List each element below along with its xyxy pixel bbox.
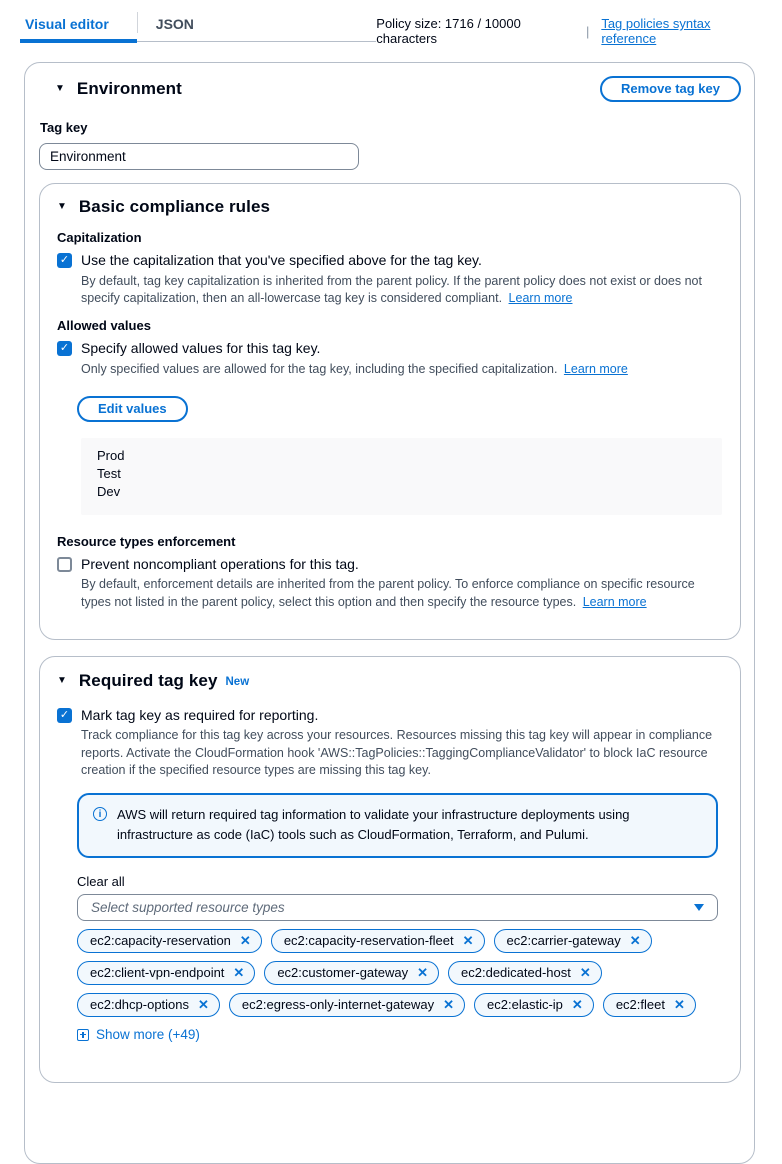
new-badge: New (225, 676, 250, 689)
environment-tag-card (24, 62, 755, 1164)
resource-types-select-placeholder: Select supported resource types (91, 900, 285, 915)
dismiss-token-icon[interactable]: ✕ (233, 965, 245, 980)
dismiss-token-icon[interactable]: ✕ (417, 965, 429, 980)
tag-key-input[interactable] (39, 143, 359, 170)
capitalization-option-row (57, 252, 722, 270)
tag-key-label: Tag key (40, 120, 88, 135)
dismiss-token-icon[interactable]: ✕ (443, 997, 455, 1012)
environment-title: Environment (76, 79, 182, 98)
collapse-caret-icon[interactable]: ▼ (55, 83, 65, 94)
environment-section-header (39, 75, 741, 103)
allowed-value-row[interactable]: Test (97, 465, 121, 481)
allowed-values-checkbox[interactable]: ✓ (57, 341, 72, 356)
policy-meta (376, 10, 760, 46)
enforcement-option-row (57, 556, 722, 574)
capitalization-checkbox-label: Use the capitalization that you've specified above for the tag key. (81, 252, 482, 268)
resource-token (474, 993, 594, 1017)
allowed-values-learn-more-link[interactable]: Learn more (563, 361, 628, 376)
show-more-link[interactable] (77, 1027, 200, 1042)
allowed-values-list (81, 438, 722, 515)
required-tag-header (57, 669, 722, 693)
plus-box-icon (77, 1029, 89, 1041)
required-description (81, 727, 722, 779)
tab-json[interactable]: JSON (155, 16, 194, 32)
enforcement-checkbox[interactable] (57, 557, 72, 572)
enforcement-label: Resource types enforcement (57, 533, 236, 549)
resource-token-label: ec2:egress-only-internet-gateway (241, 997, 435, 1012)
syntax-reference-link[interactable]: Tag policies syntax reference (601, 16, 711, 46)
resource-token-label: ec2:carrier-gateway (506, 933, 621, 948)
resource-token (77, 961, 255, 985)
capitalization-description-text: By default, tag key capitalization is inherited from the parent policy. If the parent policy does not exist or does not specify capitalization, then an all-lowercase tag key is considered compliant. (81, 273, 702, 305)
resource-token (77, 929, 262, 953)
iac-info-alert (77, 793, 718, 858)
iac-info-text: AWS will return required tag information to validate your infrastructure deployments using infrastructure as code (IaC) tools such as CloudFormation, Terraform, and Pulumi. (117, 807, 630, 842)
allowed-values-option-row (57, 340, 722, 358)
resource-token (603, 993, 696, 1017)
capitalization-label: Capitalization (57, 230, 142, 245)
basic-compliance-rules-card (39, 183, 741, 640)
dismiss-token-icon[interactable]: ✕ (239, 933, 251, 948)
basic-rules-title: Basic compliance rules (78, 197, 271, 216)
dismiss-token-icon[interactable]: ✕ (579, 965, 591, 980)
allowed-value-row[interactable]: Dev (97, 483, 121, 499)
enforcement-description (81, 576, 722, 611)
editor-tabs (20, 10, 376, 42)
required-description-text: Track compliance for this tag key across your resources. Resources missing this tag key will appear in compliance reports. Activate the CloudFormation hook 'AWS::TagPolicies::TaggingComplianceValidator' to block IaC resource creation if the specified resource types are missing this tag key. (81, 728, 713, 777)
resource-token-label: ec2:dedicated-host (461, 965, 571, 980)
remove-tag-key-button[interactable]: Remove tag key (600, 76, 741, 102)
show-more-label: Show more (+49) (96, 1027, 200, 1042)
required-tag-title: Required tag key (78, 670, 218, 690)
clear-all-link[interactable]: Clear all (77, 874, 125, 889)
policy-size-text: Policy size: 1716 / 10000 characters (376, 16, 521, 46)
resource-token-label: ec2:capacity-reservation-fleet (283, 933, 454, 948)
enforcement-description-text: By default, enforcement details are inherited from the parent policy. To enforce compliance on specific resource types not listed in the parent policy, select this option and then specify the resource types. (81, 577, 695, 609)
dismiss-token-icon[interactable]: ✕ (571, 997, 583, 1012)
resource-token (229, 993, 465, 1017)
allowed-value-row[interactable]: Prod (97, 447, 125, 463)
required-reporting-checkbox[interactable]: ✓ (57, 708, 72, 723)
capitalization-checkbox[interactable]: ✓ (57, 253, 72, 268)
dismiss-token-icon[interactable]: ✕ (673, 997, 685, 1012)
capitalization-learn-more-link[interactable]: Learn more (508, 290, 573, 305)
info-icon: i (93, 807, 107, 821)
resource-token-label: ec2:capacity-reservation (90, 933, 231, 948)
dismiss-token-icon[interactable]: ✕ (629, 933, 641, 948)
resource-token (494, 929, 652, 953)
resource-token-label: ec2:dhcp-options (90, 997, 190, 1012)
collapse-caret-icon[interactable]: ▼ (57, 674, 67, 686)
resource-token-label: ec2:customer-gateway (277, 965, 409, 980)
required-reporting-checkbox-label: Mark tag key as required for reporting. (81, 706, 319, 723)
dismiss-token-icon[interactable]: ✕ (198, 997, 209, 1012)
edit-values-button[interactable]: Edit values (77, 396, 188, 422)
resource-token (77, 993, 220, 1017)
allowed-values-checkbox-label: Specify allowed values for this tag key. (81, 340, 321, 356)
allowed-values-label: Allowed values (57, 318, 151, 333)
collapse-caret-icon[interactable]: ▼ (57, 201, 67, 212)
resource-token-label: ec2:client-vpn-endpoint (90, 965, 225, 980)
capitalization-description (81, 273, 722, 308)
resource-token-list (77, 929, 718, 1017)
chevron-down-icon (694, 904, 704, 911)
policy-editor-header (0, 0, 782, 47)
resource-token (271, 929, 485, 953)
basic-rules-header (57, 195, 722, 219)
resource-token (448, 961, 602, 985)
tab-visual-editor[interactable]: Visual editor (20, 10, 137, 43)
allowed-values-description-text: Only specified values are allowed for the tag key, including the specified capitalization. (81, 361, 558, 376)
enforcement-checkbox-label: Prevent noncompliant operations for this tag. (81, 555, 359, 572)
meta-separator: | (585, 23, 590, 39)
allowed-values-description (81, 361, 722, 378)
resource-token-label: ec2:elastic-ip (487, 997, 563, 1012)
dismiss-token-icon[interactable]: ✕ (462, 933, 474, 948)
resource-token-label: ec2:fleet (615, 997, 665, 1012)
required-tag-key-card (39, 656, 741, 1083)
resource-token (264, 961, 439, 985)
enforcement-learn-more-link[interactable]: Learn more (582, 594, 647, 609)
required-option-row (57, 707, 722, 725)
